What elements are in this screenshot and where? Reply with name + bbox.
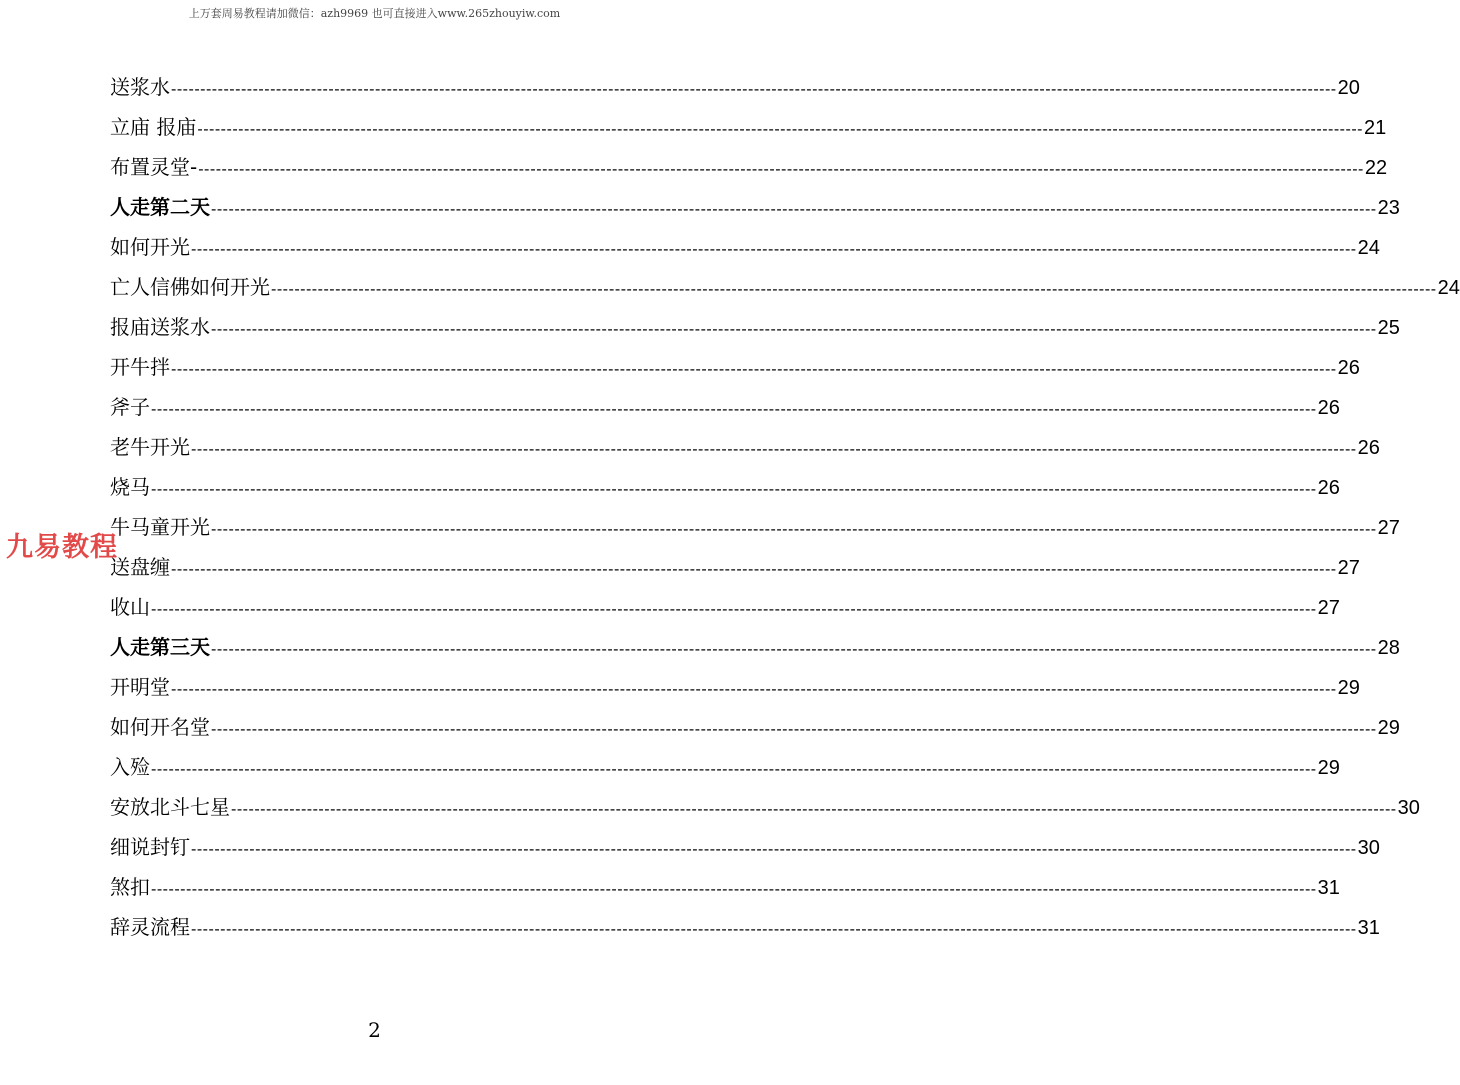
toc-entry [110, 347, 1360, 387]
toc-entry [110, 907, 1380, 947]
toc-entry-title: 送浆水 [110, 75, 170, 99]
toc-entry-page: 27 [1317, 597, 1340, 619]
toc-entry-title: 开牛拌 [110, 355, 170, 379]
toc-dash-leader: -------------------------------------------------------------------------------------------------------------------------------------------------------------------------------------------------------- [211, 201, 1377, 218]
page-header-banner: 上万套周易教程请加微信：azh9969 也可直接进入www.265zhouyiw.com [188, 7, 561, 20]
toc-entry-page: 20 [1337, 77, 1360, 99]
toc-entry [110, 627, 1400, 667]
toc-entry [110, 307, 1400, 347]
toc-entry [110, 427, 1380, 467]
toc-dash-leader: -------------------------------------------------------------------------------------------------------------------------------------------------------------------------------------------------------- [171, 681, 1337, 698]
toc-entry [110, 387, 1340, 427]
toc-dash-leader: -------------------------------------------------------------------------------------------------------------------------------------------------------------------------------------------------------- [171, 81, 1337, 98]
toc-entry-title: 牛马童开光 [110, 515, 210, 539]
toc-entry [110, 67, 1360, 107]
toc-dash-leader: -------------------------------------------------------------------------------------------------------------------------------------------------------------------------------------------------------- [211, 321, 1377, 338]
toc-entry-page: 27 [1377, 517, 1400, 539]
toc-dash-leader: -------------------------------------------------------------------------------------------------------------------------------------------------------------------------------------------------------- [271, 281, 1437, 298]
toc-dash-leader: -------------------------------------------------------------------------------------------------------------------------------------------------------------------------------------------------------- [211, 641, 1377, 658]
toc-dash-leader: -------------------------------------------------------------------------------------------------------------------------------------------------------------------------------------------------------- [151, 401, 1317, 418]
toc-entry-page: 31 [1317, 877, 1340, 899]
toc-entry-title: 如何开名堂 [110, 715, 210, 739]
toc-entry-title: 亡人信佛如何开光 [110, 275, 270, 299]
toc-dash-leader: -------------------------------------------------------------------------------------------------------------------------------------------------------------------------------------------------------- [191, 241, 1357, 258]
watermark-logo: 九易教程 [6, 532, 118, 563]
toc-entry-page: 26 [1337, 357, 1360, 379]
toc-entry-title: 立庙 报庙 [110, 115, 197, 139]
toc-dash-leader: -------------------------------------------------------------------------------------------------------------------------------------------------------------------------------------------------------- [171, 361, 1337, 378]
toc-dash-leader: -------------------------------------------------------------------------------------------------------------------------------------------------------------------------------------------------------- [191, 921, 1357, 938]
table-of-contents [110, 67, 1460, 947]
toc-entry-page: 24 [1357, 237, 1380, 259]
toc-entry [110, 547, 1360, 587]
toc-entry-title: 收山 [110, 595, 150, 619]
toc-entry-title: 煞扣 [110, 875, 150, 899]
toc-entry-page: 21 [1363, 117, 1387, 139]
toc-entry-page: 25 [1377, 317, 1400, 339]
toc-dash-leader: -------------------------------------------------------------------------------------------------------------------------------------------------------------------------------------------------------- [151, 601, 1317, 618]
toc-entry [110, 107, 1387, 147]
toc-entry [110, 787, 1420, 827]
toc-dash-leader: -------------------------------------------------------------------------------------------------------------------------------------------------------------------------------------------------------- [171, 561, 1337, 578]
toc-entry-title: 斧子 [110, 395, 150, 419]
toc-entry-page: 26 [1317, 397, 1340, 419]
toc-entry-title: 安放北斗七星 [110, 795, 230, 819]
toc-entry [110, 827, 1380, 867]
toc-entry-page: 26 [1317, 477, 1340, 499]
toc-entry [110, 667, 1360, 707]
toc-entry-page: 27 [1337, 557, 1360, 579]
toc-entry-title: 开明堂 [110, 675, 170, 699]
toc-entry-page: 29 [1317, 757, 1340, 779]
toc-entry [110, 587, 1340, 627]
toc-entry [110, 867, 1340, 907]
toc-entry-page: 24 [1437, 277, 1460, 299]
toc-entry-page: 31 [1357, 917, 1380, 939]
toc-dash-leader: -------------------------------------------------------------------------------------------------------------------------------------------------------------------------------------------------------- [211, 721, 1377, 738]
toc-entry [110, 267, 1460, 307]
toc-entry [110, 467, 1340, 507]
toc-entry [110, 187, 1400, 227]
toc-dash-leader: -------------------------------------------------------------------------------------------------------------------------------------------------------------------------------------------------------- [231, 801, 1397, 818]
toc-entry-title: 细说封钉 [110, 835, 190, 859]
toc-dash-leader: -------------------------------------------------------------------------------------------------------------------------------------------------------------------------------------------------------- [151, 761, 1317, 778]
toc-dash-leader: -------------------------------------------------------------------------------------------------------------------------------------------------------------------------------------------------------- [151, 481, 1317, 498]
toc-entry [110, 507, 1400, 547]
toc-dash-leader: -------------------------------------------------------------------------------------------------------------------------------------------------------------------------------------------------------- [198, 161, 1364, 178]
toc-entry-title: 布置灵堂- [110, 155, 198, 179]
toc-entry-title: 人走第三天 [110, 635, 210, 659]
toc-entry-title: 老牛开光 [110, 435, 190, 459]
toc-entry-title: 送盘缠 [110, 555, 170, 579]
toc-entry [110, 707, 1400, 747]
toc-entry-page: 28 [1377, 637, 1400, 659]
toc-entry-page: 23 [1377, 197, 1400, 219]
toc-entry [110, 747, 1340, 787]
toc-entry [110, 227, 1380, 267]
toc-entry-title: 报庙送浆水 [110, 315, 210, 339]
toc-dash-leader: -------------------------------------------------------------------------------------------------------------------------------------------------------------------------------------------------------- [197, 121, 1363, 138]
toc-entry-page: 30 [1397, 797, 1420, 819]
toc-entry-page: 29 [1337, 677, 1360, 699]
toc-entry-page: 29 [1377, 717, 1400, 739]
toc-dash-leader: -------------------------------------------------------------------------------------------------------------------------------------------------------------------------------------------------------- [191, 841, 1357, 858]
toc-entry-page: 26 [1357, 437, 1380, 459]
toc-dash-leader: -------------------------------------------------------------------------------------------------------------------------------------------------------------------------------------------------------- [191, 441, 1357, 458]
toc-dash-leader: -------------------------------------------------------------------------------------------------------------------------------------------------------------------------------------------------------- [211, 521, 1377, 538]
toc-dash-leader: -------------------------------------------------------------------------------------------------------------------------------------------------------------------------------------------------------- [151, 881, 1317, 898]
toc-entry-page: 30 [1357, 837, 1380, 859]
toc-entry-title: 如何开光 [110, 235, 190, 259]
toc-entry-page: 22 [1364, 157, 1388, 179]
toc-entry [110, 147, 1388, 187]
toc-entry-title: 烧马 [110, 475, 150, 499]
toc-entry-title: 人走第二天 [110, 195, 210, 219]
page-number: 2 [368, 1018, 381, 1042]
toc-entry-title: 入殓 [110, 755, 150, 779]
toc-entry-title: 辞灵流程 [110, 915, 190, 939]
